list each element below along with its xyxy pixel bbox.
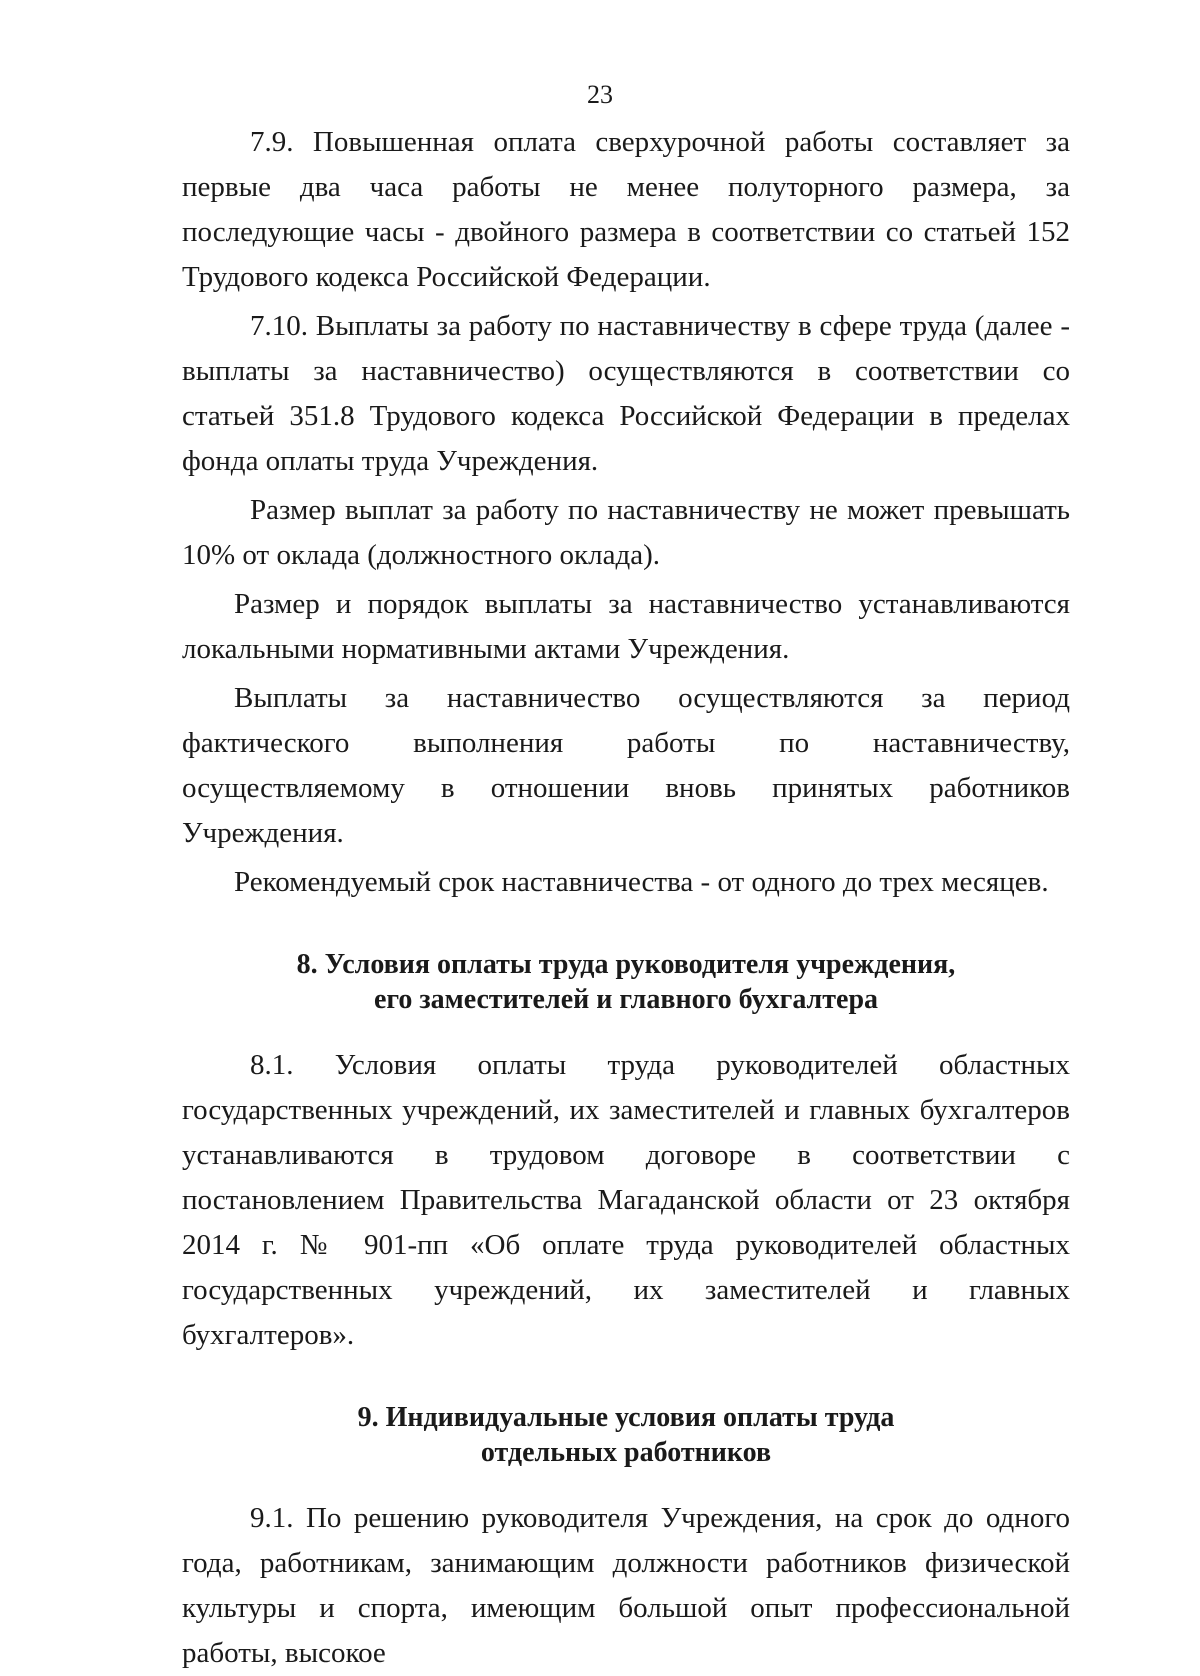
section-9-heading-line-1: 9. Индивидуальные условия оплаты труда bbox=[357, 1402, 895, 1433]
paragraph-9-1: 9.1. По решению руководителя Учреждения, на срок до одного года, работникам, занимающим должности работников физической культуры и спорта, имеющим большой опыт профессиональной работы, высокое bbox=[182, 1502, 1070, 1669]
section-9-heading bbox=[182, 1400, 1070, 1470]
paragraph-7-10: 7.10. Выплаты за работу по наставничеству в сфере труда (далее - выплаты за наставничество) осуществляются в соответствии со статьей 351.8 Трудового кодекса Российской Федерации в пределах фонда оплаты труда Учреждения. bbox=[182, 310, 1070, 477]
section-8-heading bbox=[182, 947, 1070, 1017]
paragraph-mentoring-period: Выплаты за наставничество осуществляются за период фактического выполнения работы по наставничеству, осуществляемому в отношении вновь принятых работников Учреждения. bbox=[182, 682, 1070, 849]
paragraph-mentoring-size: Размер выплат за работу по наставничеству не может превышать 10% от оклада (должностного оклада). bbox=[182, 494, 1070, 571]
paragraph-8-1: 8.1. Условия оплаты труда руководителей областных государственных учреждений, их заместителей и главных бухгалтеров устанавливаются в трудовом договоре в соответствии с постановлением Правительства Магаданской области от 23 октября 2014 г. № 901-пп «Об оплате труда руководителей областных государственных учреждений, их заместителей и главных бухгалтеров». bbox=[182, 1049, 1070, 1351]
paragraph-mentoring-order: Размер и порядок выплаты за наставничество устанавливаются локальными нормативными актами Учреждения. bbox=[182, 588, 1070, 665]
page-number: 23 bbox=[587, 80, 613, 109]
paragraph-7-9: 7.9. Повышенная оплата сверхурочной работы составляет за первые два часа работы не менее полуторного размера, за последующие часы - двойного размера в соответствии со статьей 152 Трудового кодекса Российской Федерации. bbox=[182, 126, 1070, 293]
section-8-heading-line-2: его заместителей и главного бухгалтера bbox=[373, 984, 879, 1015]
section-9-heading-line-2: отдельных работников bbox=[480, 1437, 772, 1468]
paragraph-mentoring-term: Рекомендуемый срок наставничества - от одного до трех месяцев. bbox=[234, 866, 1049, 898]
section-8-heading-line-1: 8. Условия оплаты труда руководителя учреждения, bbox=[296, 949, 956, 980]
document-body bbox=[182, 120, 1070, 1676]
